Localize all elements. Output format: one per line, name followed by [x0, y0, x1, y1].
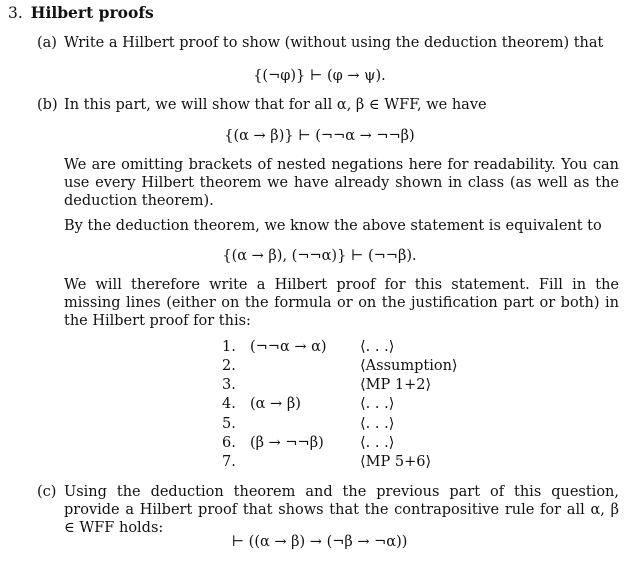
proof-line-number: 7. [222, 454, 236, 471]
proof-line [222, 453, 458, 472]
proof-line-justification: ⟨. . .⟩ [360, 396, 395, 413]
part-b-paragraph-3: We will therefore write a Hilbert proof for this statement. Fill in the missing lines (either on the formula or on the justification part or both) in the Hilbert proof for this: [64, 277, 619, 330]
proof-line-number: 5. [222, 415, 236, 432]
part-a-text: Write a Hilbert proof to show (without using the deduction theorem) that [64, 35, 604, 51]
part-c-label: (c) [37, 484, 57, 500]
part-a-formula: {(¬φ)} ⊢ (φ → ψ). [253, 68, 386, 84]
part-b-paragraph-1: We are omitting brackets of nested negations here for readability. You can use every Hilbert theorem we have already shown in class (as well as the deduction theorem). [64, 157, 619, 210]
part-c-text: Using the deduction theorem and the previous part of this question, provide a Hilbert proof that shows that the contrapositive rule for all α, β ∈ WFF holds: [64, 484, 619, 537]
part-b-formula-2: {(α → β), (¬¬α)} ⊢ (¬¬β). [222, 248, 417, 264]
proof-line-formula [250, 414, 360, 433]
part-c-formula: ⊢ ((α → β) → (¬β → ¬α)) [231, 534, 408, 550]
proof-line-number: 4. [222, 396, 236, 413]
proof-line-formula: (α → β) [250, 396, 301, 413]
proof-line-justification: ⟨. . .⟩ [360, 415, 395, 432]
proof-line-number: 1. [222, 338, 236, 355]
proof-line [222, 337, 458, 356]
proof-line-justification: ⟨MP 1+2⟩ [360, 377, 432, 394]
proof-line-formula: (β → ¬¬β) [250, 435, 324, 452]
proof-line-formula [250, 376, 360, 395]
proof-line-number: 6. [222, 435, 236, 452]
part-b-formula-1: {(α → β)} ⊢ (¬¬α → ¬¬β) [224, 128, 415, 144]
proof-line-justification: ⟨MP 5+6⟩ [360, 454, 432, 471]
question-heading [8, 3, 154, 23]
question-number: 3. [8, 4, 23, 22]
proof-line-number: 3. [222, 377, 236, 394]
proof-line-formula [250, 453, 360, 472]
proof-line-number: 2. [222, 357, 236, 374]
proof-line [222, 395, 458, 414]
proof-line-formula [250, 356, 360, 375]
hilbert-proof-table [222, 337, 458, 472]
proof-line-justification: ⟨. . .⟩ [360, 435, 395, 452]
proof-line-justification: ⟨Assumption⟩ [360, 357, 458, 374]
proof-line [222, 376, 458, 395]
part-b-paragraph-2: By the deduction theorem, we know the above statement is equivalent to [64, 218, 602, 234]
proof-line [222, 356, 458, 375]
part-a-label: (a) [37, 35, 57, 51]
proof-line-formula: (¬¬α → α) [250, 338, 327, 355]
part-b-intro: In this part, we will show that for all α, β ∈ WFF, we have [64, 97, 487, 113]
proof-line-justification: ⟨. . .⟩ [360, 338, 395, 355]
part-b-label: (b) [37, 97, 58, 113]
proof-line [222, 433, 458, 452]
proof-line [222, 414, 458, 433]
question-title: Hilbert proofs [30, 3, 154, 22]
